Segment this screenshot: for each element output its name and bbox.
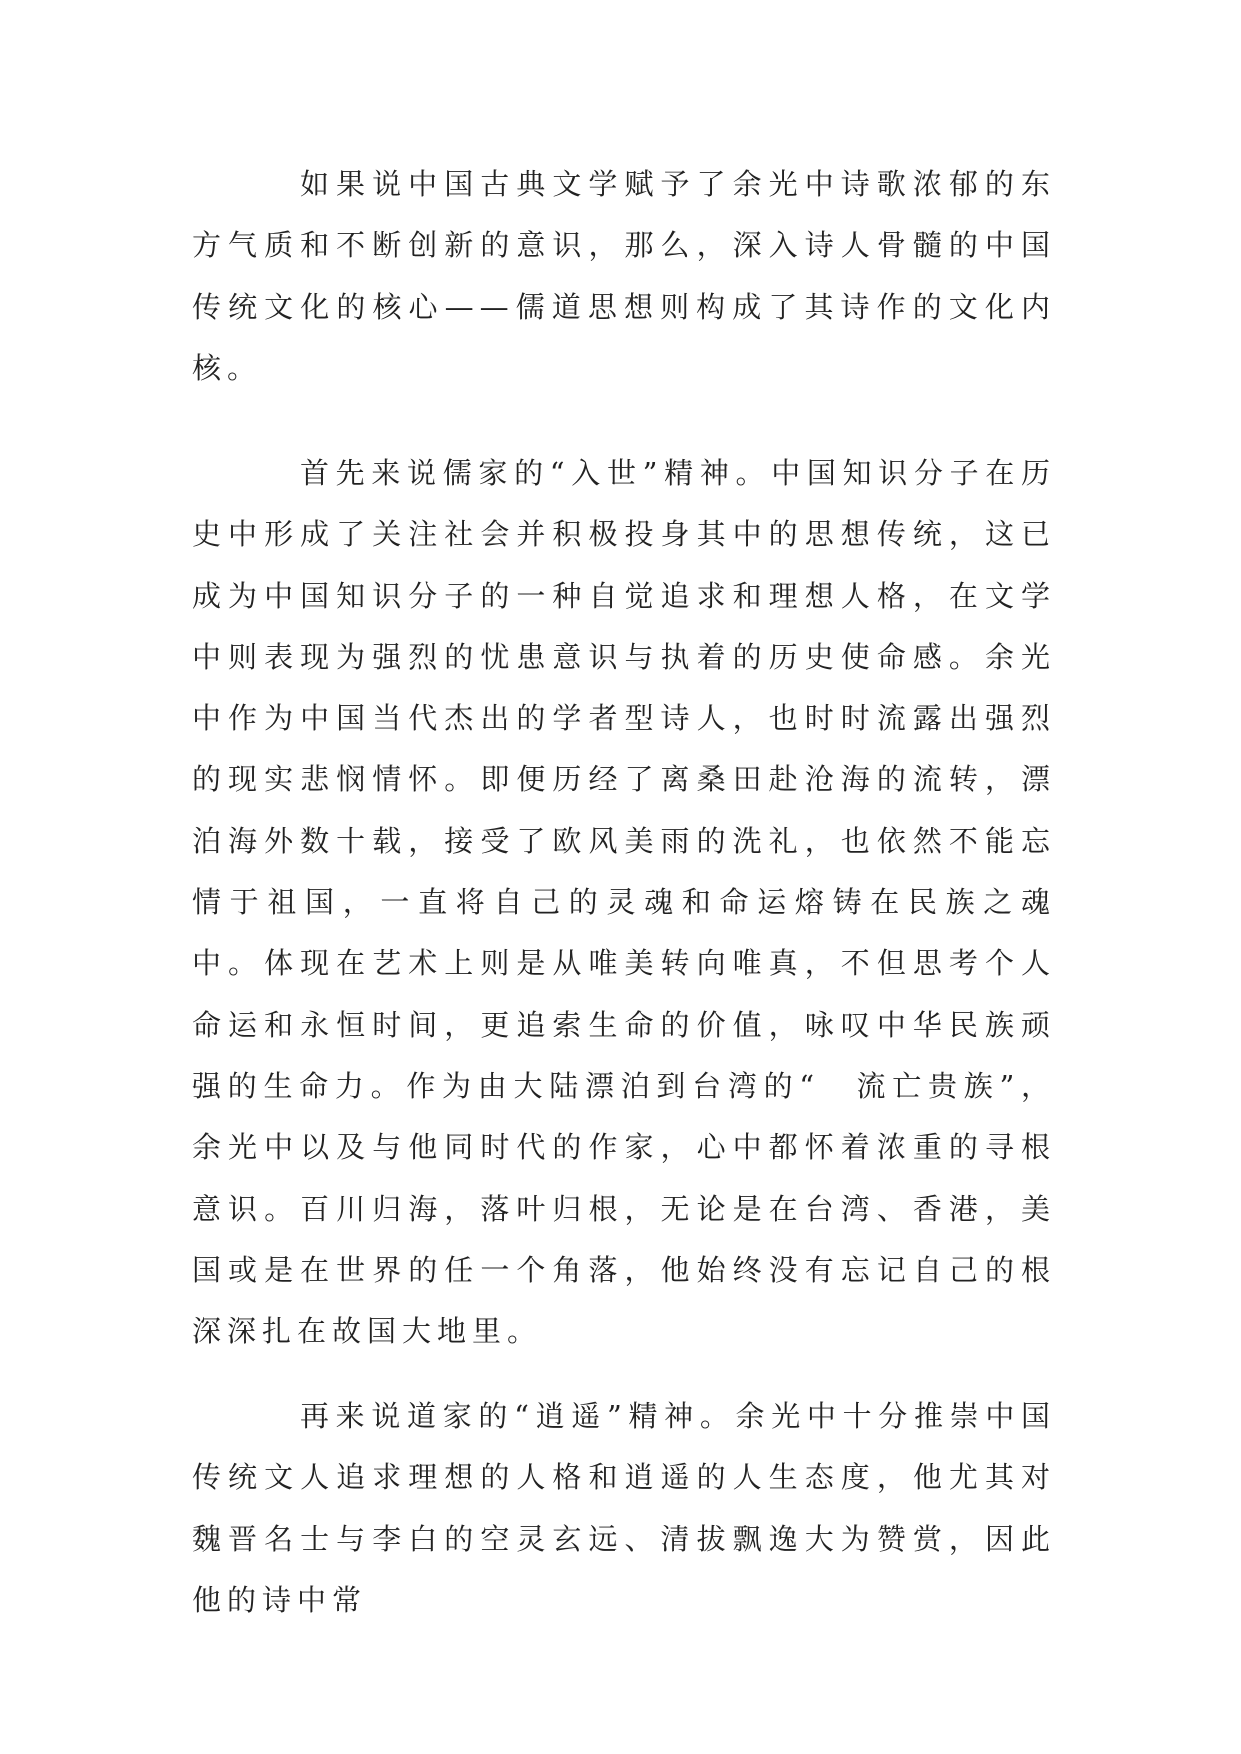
paragraph-taoist-spirit: 再来说道家的“逍遥”精神。余光中十分推崇中国传统文人追求理想的人格和逍遥的人生态度，他尤其对魏晋名士与李白的空灵玄远、清拔飘逸大为赞赏，因此他的诗中常: [192, 1399, 1056, 1617]
paragraph-confucian-spirit: 首先来说儒家的“入世”精神。中国知识分子在历史中形成了关注社会并积极投身其中的思想传统，这已成为中国知识分子的一种自觉追求和理想人格，在文学中则表现为强烈的忧患意识与执着的历史使命感。余光中作为中国当代杰出的学者型诗人，也时时流露出强烈的现实悲悯情怀。即便历经了离桑田赴沧海的流转，漂泊海外数十载，接受了欧风美雨的洗礼，也依然不能忘情于祖国，一直将自己的灵魂和命运熔铸在民族之魂中。体现在艺术上则是从唯美转向唯真，不但思考个人命运和永恒时间，更追索生命的价值，咏叹中华民族顽强的生命力。作为由大陆漂泊到台湾的“ 流亡贵族”，余光中以及与他同时代的作家，心中都怀着浓重的寻根意识。百川归海，落叶归根，无论是在台湾、香港，美国或是在世界的任一个角落，他始终没有忘记自己的根深深扎在故国大地里。: [192, 456, 1056, 1349]
paragraph-confucian-taoist-intro: 如果说中国古典文学赋予了余光中诗歌浓郁的东方气质和不断创新的意识，那么，深入诗人骨髓的中国传统文化的核心——儒道思想则构成了其诗作的文化内核。: [192, 167, 1056, 385]
